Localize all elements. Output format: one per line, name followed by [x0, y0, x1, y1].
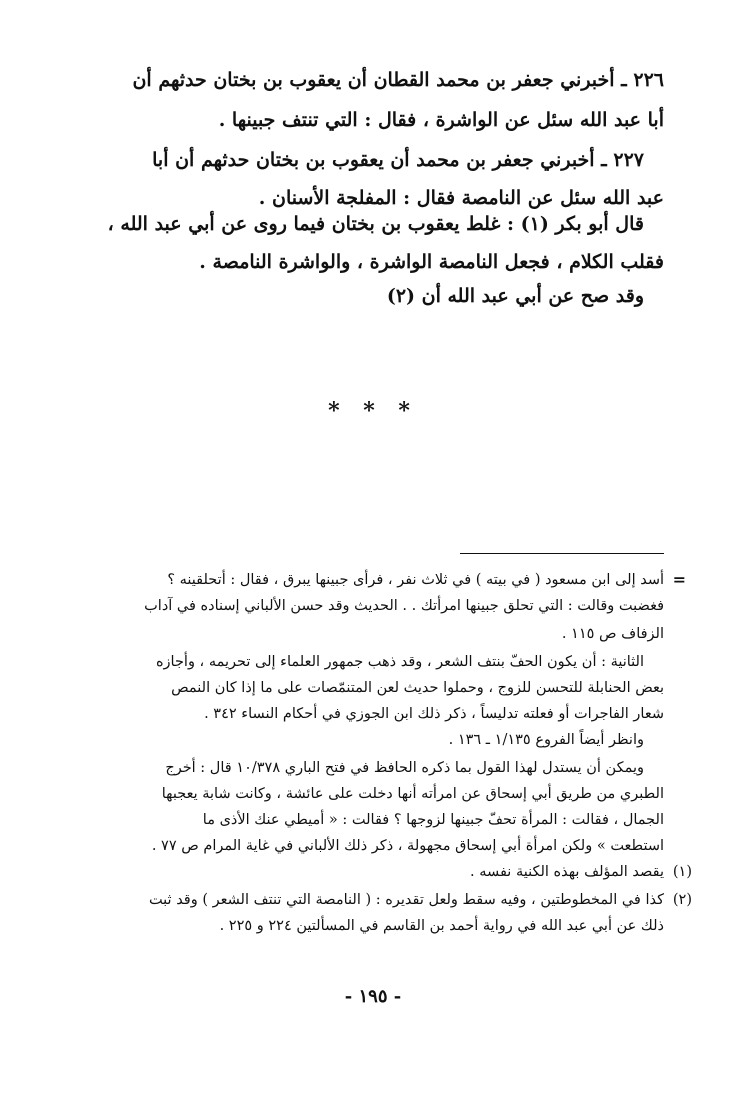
section-separator: * * * — [328, 398, 418, 424]
footnote-line: بعض الحنابلة للتحسن للزوج ، وحملوا حديث لعن المتنمّصات على ما إذا كان النمص — [171, 680, 664, 696]
footnote-text: كذا في المخطوطتين ، وفيه سقط ولعل تقديره : ( النامصة التي تنتف الشعر ) وقد ثبت — [148, 892, 664, 908]
footnote-line: ويمكن أن يستدل لهذا القول بما ذكره الحافظ في فتح الباري ١٠/٣٧٨ قال : أخرج — [165, 760, 644, 776]
text-line: ٢٢٦ ـ أخبرني جعفر بن محمد القطان أن يعقوب بن بختان حدثهم أن — [132, 69, 664, 91]
footnote-line: الزفاف ص ١١٥ . — [561, 626, 664, 642]
continuation-mark: = — [672, 570, 686, 589]
text-line: أبا عبد الله سئل عن الواشرة ، فقال : التي تنتف جبينها . — [218, 109, 664, 131]
footnote-divider — [460, 553, 664, 554]
footnote-text: أسد إلى ابن مسعود ( في بيته ) في ثلاث نفر ، فرأى جبينها يبرق ، فقال : أتحلقينه ؟ — [167, 572, 664, 588]
footnote-line: وانظر أيضاً الفروع ١/١٣٥ ـ ١٣٦ . — [448, 732, 644, 748]
footnote-line: الجمال ، فقالت : المرأة تحفّ جبينها لزوجها ؟ فقالت : « أميطي عنك الأذى ما — [202, 812, 664, 828]
text-line: ٢٢٧ ـ أخبرني جعفر بن محمد أن يعقوب بن بختان حدثهم أن أبا — [152, 149, 644, 171]
text-line: فقلب الكلام ، فجعل النامصة الواشرة ، والواشرة النامصة . — [199, 251, 664, 273]
footnote-line: الطبري من طريق أبي إسحاق عن امرأته أنها دخلت على عائشة ، وكانت شابة يعجبها — [161, 786, 664, 802]
footnote-line: استطعت » ولكن امرأة أبي إسحاق مجهولة ، ذكر ذلك الألباني في غاية المرام ص ٧٧ . — [151, 838, 664, 854]
footnote-text: يقصد المؤلف بهذه الكنية نفسه . — [470, 864, 664, 880]
footnote-line: ذلك عن أبي عبد الله في رواية أحمد بن القاسم في المسألتين ٢٢٤ و ٢٢٥ . — [219, 918, 664, 934]
footnote-2 — [64, 888, 692, 912]
footnote-1 — [64, 860, 692, 884]
footnote-number: (٢) — [672, 892, 692, 908]
footnote-line — [64, 568, 686, 592]
footnote-number: (١) — [672, 864, 692, 880]
footnote-line: فغضبت وقالت : التي تحلق جبينها امرأتك . . الحديث وقد حسن الألباني إسناده في آداب — [144, 598, 664, 614]
page-number: - ١٩٥ - — [344, 986, 402, 1007]
text-line: قال أبو بكر (١) : غلط يعقوب بن بختان فيما روى عن أبي عبد الله ، — [107, 213, 644, 235]
text-line: عبد الله سئل عن النامصة فقال : المفلجة الأسنان . — [258, 187, 664, 209]
text-line: وقد صح عن أبي عبد الله أن (٢) — [386, 285, 644, 307]
footnote-line: شعار الفاجرات أو فعلته تدليساً ، ذكر ذلك ابن الجوزي في أحكام النساء ٣٤٢ . — [204, 706, 664, 722]
footnote-line: الثانية : أن يكون الحفّ بنتف الشعر ، وقد ذهب جمهور العلماء إلى تحريمه ، وأجازه — [155, 654, 644, 670]
